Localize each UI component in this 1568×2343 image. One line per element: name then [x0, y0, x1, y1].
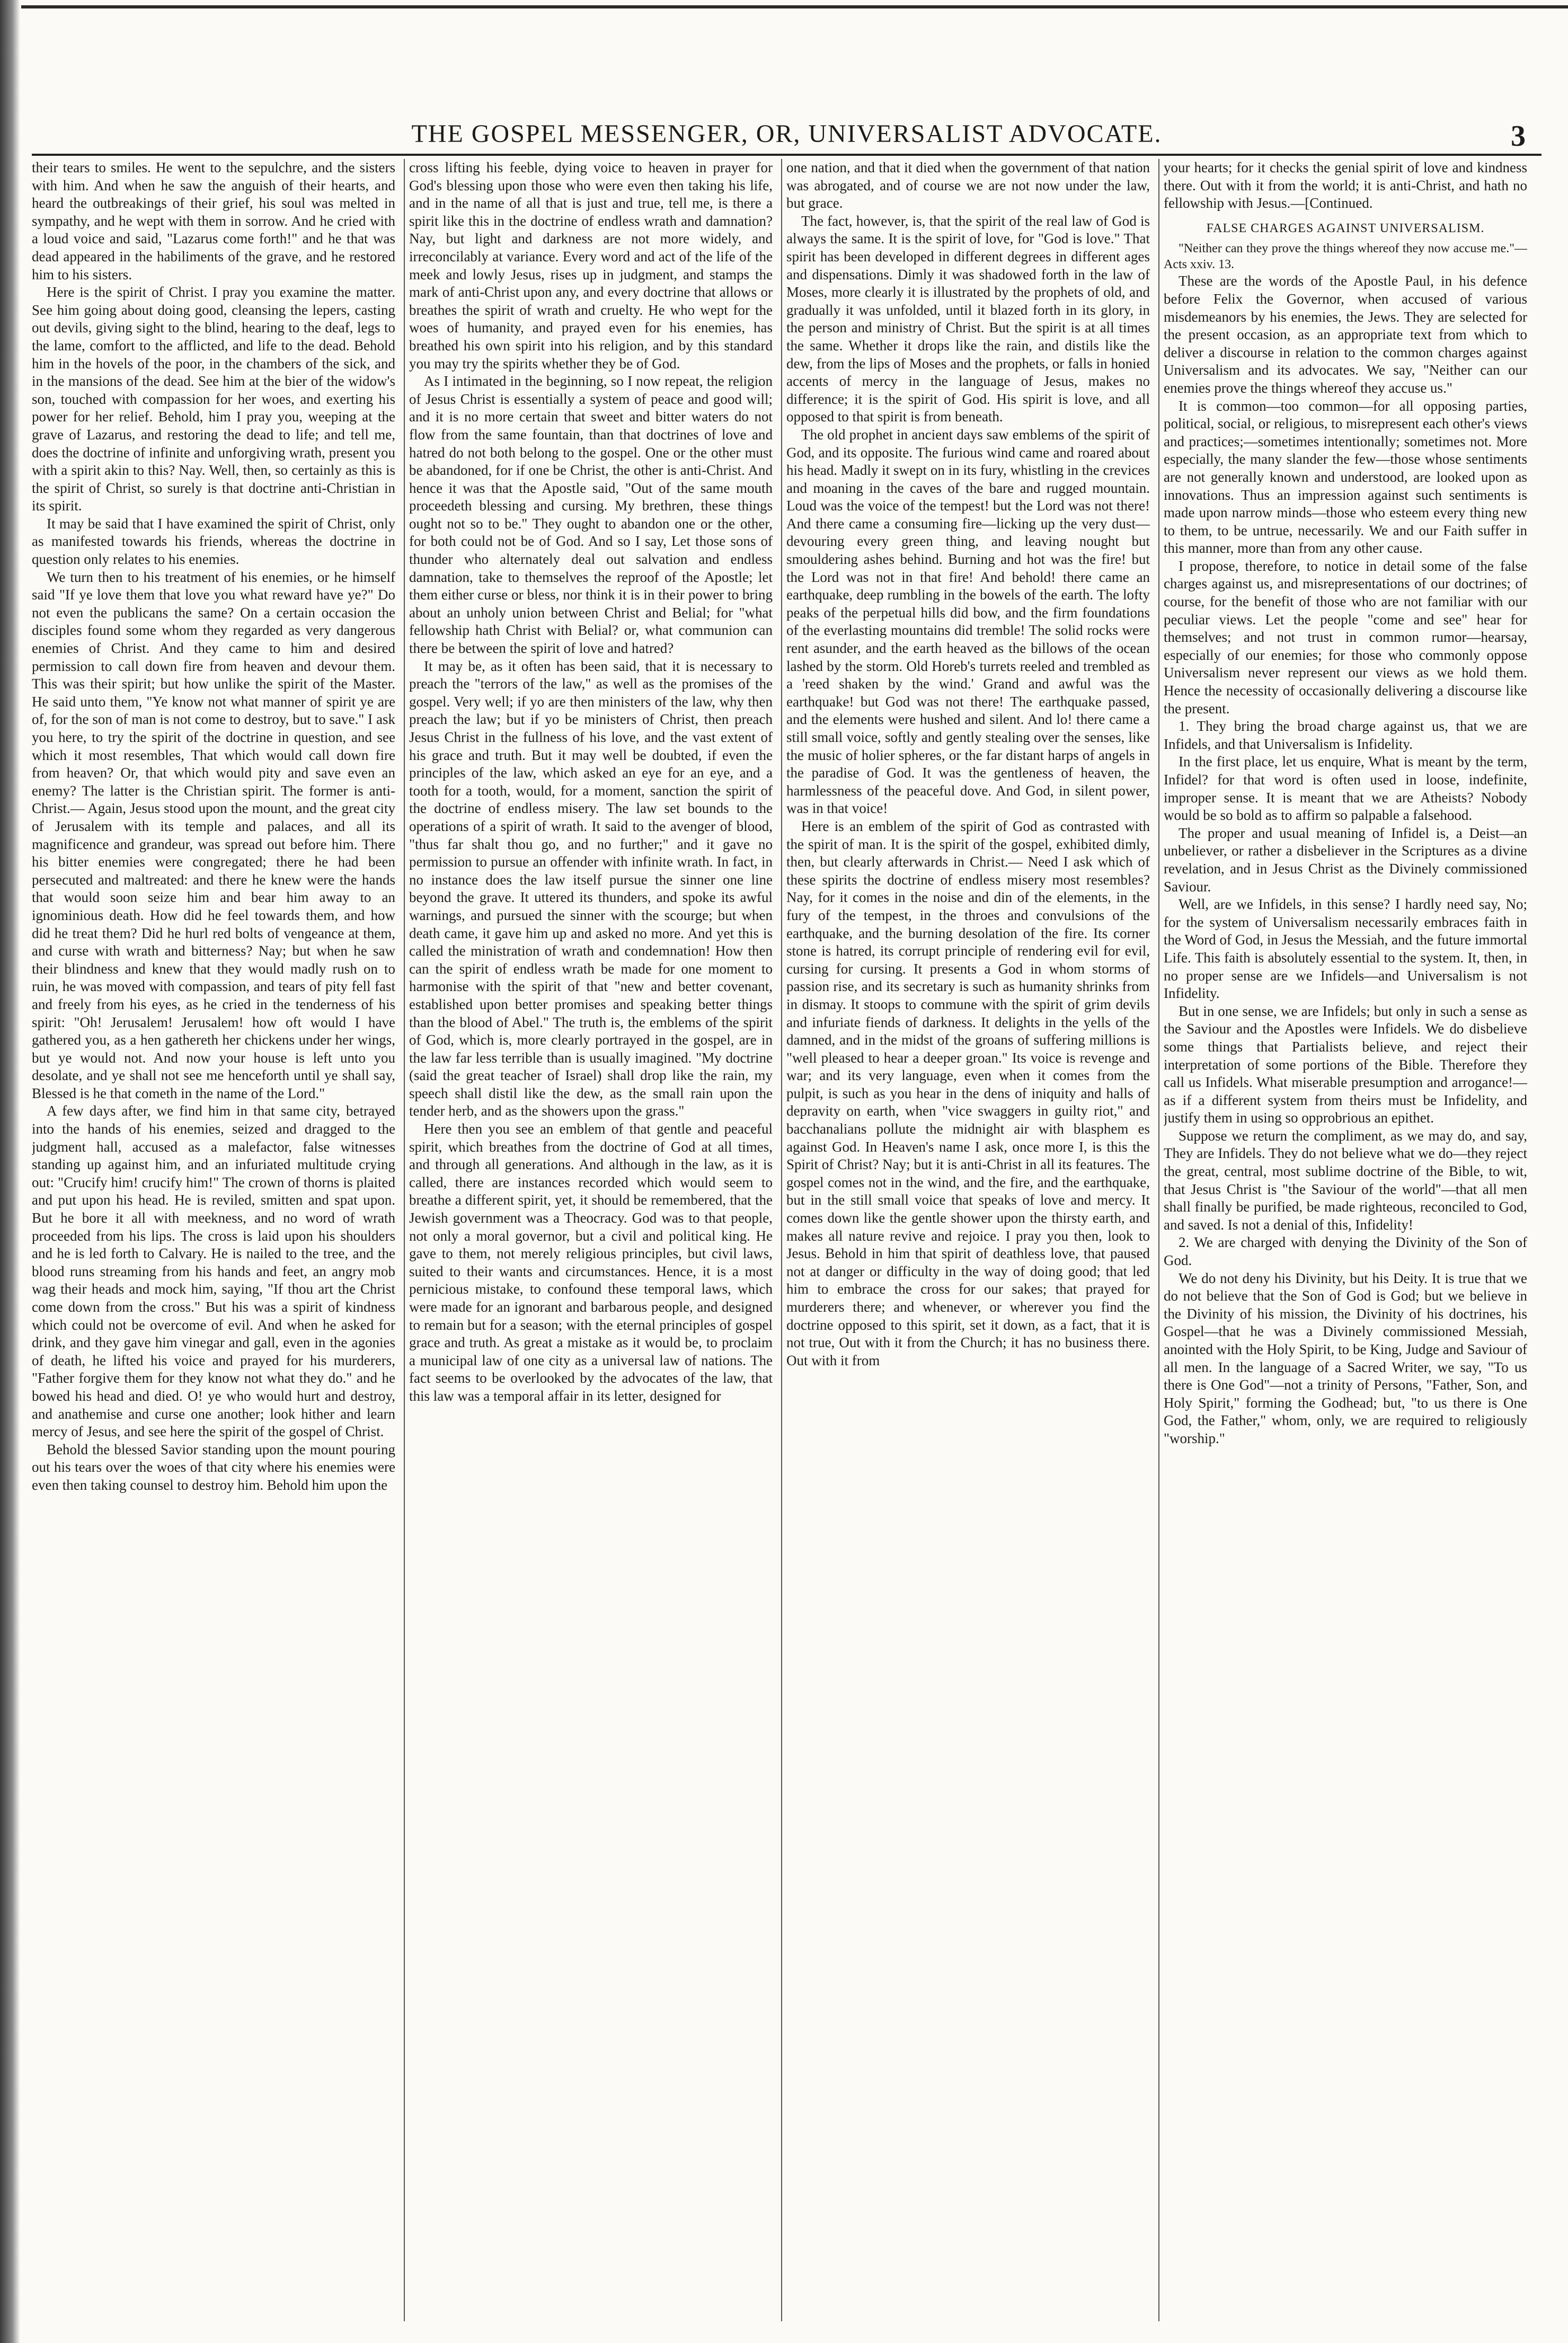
paragraph: Here is the spirit of Christ. I pray you examine the matter. See him going about doing good, cleansing the lepers, casting out devils, giving sight to the blind, hearing to the deaf, legs to the lame, comfort to the afflicted, and life to the dead. Behold him in the hovels of the poor, in the chambers of the sick, and in the mansions of the dead. See him at the bier of the widow's son, touched with compassion for her woes, and exerting his power for her relief. Behold, him I pray you, weeping at the grave of Lazarus, and restoring the dead to life; and tell me, does the doctrine of infinite and unforgiving wrath, present you with a spirit akin to this? Nay. Well, then, so certainly as this is the spirit of Christ, so surely is that doctrine anti-Christian in its spirit. [32, 284, 395, 514]
paragraph: We turn then to his treatment of his enemies, or he himself said "If ye love them that love you what reward have ye?" Do not even the publicans the same? On a certain occasion the disciples found some whom they regarded as very dangerous enemies of Christ. And they came to him and desired permission to call down fire from heaven and devour them. This was their spirit; but how unlike the spirit of the Master. He said unto them, "Ye know not what manner of spirit ye are of, for the son of man is not come to destroy, but to save." I ask you here, to try the spirit of the doctrine in question, and see which it most resembles, That which would call down fire from heaven? Or, that which would pity and save even an enemy? The latter is the Christian spirit. The former is anti-Christ.— Again, Jesus stood upon the mount, and the great city of Jerusalem with its temple and palaces, and all its magnificence and grandeur, was spread out before him. There his bitter enemies were congregated; there he had been persecuted and maltreated: and there he knew were the hands that would soon seize him and bear him away to an ignominious death. How did he feel towards them, and how did he treat them? Did he hurl red bolts of vengeance at them, and curse with wrath and bitterness? Nay; but when he saw their blindness and knew that they would madly rush on to ruin, he was moved with compassion, and tears of pity fell fast and freely from his eyes, as he cried in the tenderness of his spirit: "Oh! Jerusalem! Jerusalem! how oft would I have gathered you, as a hen gathereth her chickens under her wings, but ye would not. And now your house is left unto you desolate, and ye shall not see me henceforth until ye shall say, Blessed is he that cometh in the name of the Lord." [32, 569, 395, 1101]
paragraph: Here is an emblem of the spirit of God as contrasted with the spirit of man. It is the spirit of the gospel, exhibited dimly, then, but clearly afterwards in Christ.— Need I ask which of these spirits the doctrine of endless misery most resembles? Nay, for it comes in the noise and din of the elements, in the fury of the tempest, in the throes and convulsions of the earthquake, and the burning desolation of the fire. Its corner stone is hatred, its corrupt principle of rendering evil for evil, cursing for cursing. It presents a God in whom storms of passion rise, and its secretary is such as humanity shrinks from in dismay. It stoops to commune with the spirit of grim devils and infuriate fiends of darkness. It delights in the yells of the damned, and in the midst of the groans of suffering millions is "well pleased to hear a deeper groan." Its voice is revenge and war; and its very language, even when it comes from the pulpit, is such as you hear in the dens of iniquity and halls of depravity on earth, when "vice swaggers in guilty riot," and bacchanalians pollute the midnight air with blasphem es against God. In Heaven's name I ask, once more I, is this the Spirit of Christ? Nay; but it is anti-Christ in all its features. The gospel comes not in the wind, and the fire, and the earthquake, but in the still small voice that speaks of love and mercy. It comes down like the gentle shower upon the thirsty earth, and makes all nature revive and rejoice. I pray you then, look to Jesus. Behold in him that spirit of deathless love, that paused not at danger or difficulty in the way of doing good; that led him to embrace the cross for our sakes; that prayed for murderers there; and whenever, or wherever you find the doctrine opposed to this spirit, set it down, as a fact, that it is not true, Out with it from the Church; it has no business there. Out with it from [786, 818, 1150, 1368]
epigraph: "Neither can they prove the things whereof they now accuse me."—Acts xxiv. 13. [1164, 242, 1527, 272]
paragraph: It is common—too common—for all opposing parties, political, social, or religious, to misrepresent each other's views and practices;—sometimes intentionally; sometimes not. More especially, the many slander the few—those whose sentiments are not generally known and understood, are looked upon as innovations. Thus an impression against such sentiments is made upon narrow minds—those who esteem every thing new to them, to be untrue, necessarily. We and our Faith suffer in this manner, more than from any other cause. [1164, 397, 1527, 556]
paragraph: A few days after, we find him in that same city, betrayed into the hands of his enemies, seized and dragged to the judgment hall, accused as a malefactor, false witnesses standing up against him, and an infuriated multitude crying out: "Crucify him! crucify him!" The crown of thorns is plaited and put upon his head. He is reviled, smitten and spat upon. But he bore it all with meekness, and no word of wrath proceeded from his lips. The cross is laid upon his shoulders and he is led forth to Calvary. He is nailed to the tree, and the blood runs streaming from his hands and feet, an angry mob wag their heads and mock him, saying, "If thou art the Christ come down from the cross." But his was a spirit of kindness which could not be overcome of evil. And when he asked for drink, and they gave him vinegar and gall, even in the agonies of death, he lifted his voice and prayed for his murderers, "Father forgive them for they know not what they do." and he bowed his head and died. O! ye who would hurt and destroy, and anathemise and curse one another; look hither and learn mercy of Jesus, and see here the spirit of the gospel of Christ. [32, 1103, 395, 1440]
paragraph: Well, are we Infidels, in this sense? I hardly need say, No; for the system of Universalism necessarily embraces faith in the Word of God, in Jesus the Messiah, and the future immortal Life. This faith is absolutely essential to the system. It, then, in no proper sense are we Infidels—and Universalism is not Infidelity. [1164, 896, 1527, 1002]
paragraph: The proper and usual meaning of Infidel is, a Deist—an unbeliever, or rather a disbeliever in the Scriptures as a divine revelation, and in Jesus Christ as the Divinely commissioned Saviour. [1164, 825, 1527, 895]
paragraph: We do not deny his Divinity, but his Deity. It is true that we do not believe that the Son of God is God; but we believe in the Divinity of his mission, the Divinity of his doctrines, his Gospel—that he was a Divinely commissioned Messiah, anointed with the Holy Spirit, to be King, Judge and Saviour of all men. In the language of a Sacred Writer, we say, "To us there is One God"—not a trinity of Persons, "Father, Son, and Holy Spirit," forming the Godhead; but, "to us there is One God, the Father," whom, only, we are required to religiously "worship." [1164, 1270, 1527, 1446]
paragraph: But in one sense, we are Infidels; but only in such a sense as the Saviour and the Apostles were Infidels. We do disbelieve some things that Partialists believe, and reject their interpretation of some portions of the Bible. Therefore they call us Infidels. What miserable presumption and arrogance!—as if a different system from theirs must be Infidelity, and justify them in using so opprobrious an epithet. [1164, 1003, 1527, 1126]
paragraph: These are the words of the Apostle Paul, in his defence before Felix the Governor, when accused of various misdemeanors by his enemies, the Jews. They are selected for the present occasion, as an appropriate text from which to deliver a discourse in relation to the common charges against Universalism and its advocates. We say, "Neither can our enemies prove the things whereof they accuse us." [1164, 273, 1527, 396]
paragraph: In the first place, let us enquire, What is meant by the term, Infidel? for that word is often used in loose, indefinite, improper sense. It is meant that we are Atheists? Nobody would be so bold as to affirm so palpable a falsehood. [1164, 754, 1527, 824]
section-heading: FALSE CHARGES AGAINST UNIVERSALISM. [1206, 221, 1485, 235]
paragraph: Suppose we return the compliment, as we may do, and say, They are Infidels. They do not believe what we do—they reject the great, central, most sublime doctrine of the Bible, to wit, that Jesus Christ is "the Saviour of the world"—that all men shall finally be purified, be made righteous, reconciled to God, and saved. Is not a denial of this, Infidelity! [1164, 1127, 1527, 1233]
paragraph: It may be, as it often has been said, that it is necessary to preach the "terrors of the law," as well as the promises of the gospel. Very well; if yo are then ministers of the law, why then preach the law; but if yo be ministers of Christ, then preach Jesus Christ in the fullness of his love, and the vast extent of his grace and truth. But it may well be doubted, if even the principles of the law, which asked an eye for an eye, and a tooth for a tooth, would, for a moment, sanction the spirit of the doctrine of endless misery. The law set bounds to the operations of a spirit of wrath. It said to the avenger of blood, "thus far shalt thou go, and no further;" and it gave no permission to pursue an offender with infinite wrath. In fact, in no instance does the law itself pursue the sinner one line beyond the grave. It uttered its thunders, and spoke its awful warnings, and pursued the sinner with the scourge; but when death came, it gave him up and asked no more. And yet this is called the ministration of wrath and condemnation! How then can the spirit of endless wrath be made for one moment to harmonise with the spirit of that "new and better covenant, established upon better promises and speaking better things than the blood of Abel." The truth is, the emblems of the spirit of God, which is, more clearly portrayed in the gospel, are in the law far less terrible than is usually imagined. "My doctrine (said the great teacher of Israel) shall drop like the rain, my speech shall distil like the dew, as the small rain upon the tender herb, and as the showers upon the grass." [409, 658, 773, 1119]
header-rule [32, 154, 1542, 156]
paragraph: one nation, and that it died when the government of that nation was abrogated, and of course we are not now under the law, but grace. [786, 160, 1150, 211]
page-number: 3 [1511, 120, 1526, 153]
paragraph: 2. We are charged with denying the Divinity of the Son of God. [1164, 1234, 1527, 1269]
column-2 [409, 159, 773, 2321]
paragraph: cross lifting his feeble, dying voice to heaven in prayer for God's blessing upon those who were even then taking his life, and in the name of all that is just and true, tell me, is there a spirit like this in the doctrine of endless wrath and damnation? Nay, but light and darkness are not more widely, and irreconcilably at variance. Every word and act of the life of the meek and lowly Jesus, rises up in judgment, and stamps the mark of anti-Christ upon any, and every doctrine that allows or breathes the spirit of wrath and cruelty. He who wept for the woes of humanity, and prayed even for his enemies, has breathed his own spirit into his religion, and by this standard you may try the spirits whether they be of God. [409, 160, 773, 372]
column-4 [1164, 159, 1527, 2321]
paragraph: 1. They bring the broad charge against us, that we are Infidels, and that Universalism is Infidelity. [1164, 718, 1527, 752]
paragraph: their tears to smiles. He went to the sepulchre, and the sisters with him. And when he saw the anguish of their hearts, and heard the outbreakings of their grief, his soul was melted in sympathy, and he wept with them in sorrow. And he cried with a loud voice and said, "Lazarus come forth!" and he that was dead appeared in the habiliments of the grave, and he restored him to his sisters. [32, 160, 395, 282]
paragraph: Behold the blessed Savior standing upon the mount pouring out his tears over the woes of that city where his enemies were even then taking counsel to destroy him. Behold him upon the [32, 1441, 395, 1493]
page-binding-edge [0, 0, 20, 2343]
paragraph: The fact, however, is, that the spirit of the real law of God is always the same. It is the spirit of love, for "God is love." That spirit has been developed in different degrees in different ages and dispensations. Dimly it was shadowed forth in the law of Moses, more clearly it is illustrated by the prophets of old, and gradually it was unfolded, until it blazed forth in its glory, in the person and ministry of Christ. But the spirit is at all times the same. Whether it drops like the rain, and distils like the dew, from the lips of Moses and the prophets, or falls in honied accents of mercy in the language of Jesus, makes no difference; it is the spirit of God. His spirit is love, and all opposed to that spirit is from beneath. [786, 213, 1150, 425]
paragraph: I propose, therefore, to notice in detail some of the false charges against us, and misrepresentations of our doctrines; of course, for the benefit of those who are not familiar with our peculiar views. Let the people "come and see" hear for themselves; and not trust in common rumor—hearsay, especially of our enemies; for those who commonly oppose Universalism never represent our views as we hold them. Hence the necessity of occasionally delivering a discourse like the present. [1164, 558, 1527, 717]
page-header [32, 119, 1542, 156]
paragraph: The old prophet in ancient days saw emblems of the spirit of God, and its opposite. The furious wind came and roared about his head. Madly it swept on in its fury, whistling in the crevices and moaning in the caves of the bare and rugged mountain. Loud was the voice of the tempest! but the Lord was not there! And there came a consuming fire—licking up the very dust—devouring every green thing, and leaving nought but smouldering ashes behind. Burning and hot was the fire! but the Lord was not in that fire! And behold! there came an earthquake, deep rumbling in the bowels of the earth. The lofty peaks of the perpetual hills did bow, and the firm foundations of the everlasting mountains did tremble! The solid rocks were rent asunder, and the earth heaved as the billows of the ocean lashed by the storm. Old Horeb's turrets reeled and trembled as a 'reed shaken by the wind.' Grand and awful was the earthquake! but God was not there! The earthquake passed, and the elements were hushed and silent. And lo! there came a still small voice, softly and gently stealing over the senses, like the music of holier spheres, or the far distant harps of angels in the paradise of God. It was the gentleness of heaven, the harmlessness of the peaceful dove. And God, in silent power, was in that voice! [786, 426, 1150, 817]
top-rule [21, 5, 1568, 8]
article-columns [32, 159, 1531, 2321]
column-3 [786, 159, 1150, 2321]
paragraph: As I intimated in the beginning, so I now repeat, the religion of Jesus Christ is essentially a system of peace and good will; and it is no more certain that sweet and bitter waters do not flow from the same fountain, than that doctrines of love and hatred do not both belong to the gospel. One or the other must be abandoned, for if one be Christ, the other is anti-Christ. And hence it was that the Apostle said, "Out of the same mouth proceedeth blessing and cursing. My brethren, these things ought not so to be." They ought to abandon one or the other, for both could not be of God. And so I say, Let those sons of thunder who alternately deal out salvation and endless damnation, take to themselves the reproof of the Apostle; let them either curse or bless, nor think it is in their power to bring about an unholy union between Christ and Belial; for "what fellowship hath Christ with Belial? or, what communion can there be between the spirit of love and hatred? [409, 373, 773, 657]
paragraph: Here then you see an emblem of that gentle and peaceful spirit, which breathes from the doctrine of God at all times, and through all generations. And although in the law, as it is called, there are instances recorded which would seem to breathe a different spirit, yet, it should be remembered, that the Jewish government was a Theocracy. God was to that people, not only a moral governor, but a civil and political king. He gave to them, not merely religious principles, but civil laws, suited to their wants and circumstances. Hence, it is a most pernicious mistake, to confound these temporal laws, which were made for an ignorant and barbarous people, and designed to remain but for a season; with the eternal principles of gospel grace and truth. As great a mistake as it would be, to proclaim a municipal law of one city as a universal law of nations. The fact seems to be overlooked by the advocates of the law, that this law was a temporal affair in its letter, designed for [409, 1121, 773, 1404]
column-divider [1158, 159, 1159, 2321]
column-1 [32, 159, 395, 2321]
paragraph: It may be said that I have examined the spirit of Christ, only as manifested towards his friends, whereas the doctrine in question only relates to his enemies. [32, 515, 395, 568]
column-divider [781, 159, 782, 2321]
column-divider [404, 159, 405, 2321]
masthead-title: THE GOSPEL MESSENGER, OR, UNIVERSALIST ADVOCATE. [411, 120, 1162, 148]
continued-paragraph: your hearts; for it checks the genial spirit of love and kindness there. Out with it from the world; it is anti-Christ, and hath no fellowship with Jesus.—[Continued. [1164, 160, 1527, 211]
